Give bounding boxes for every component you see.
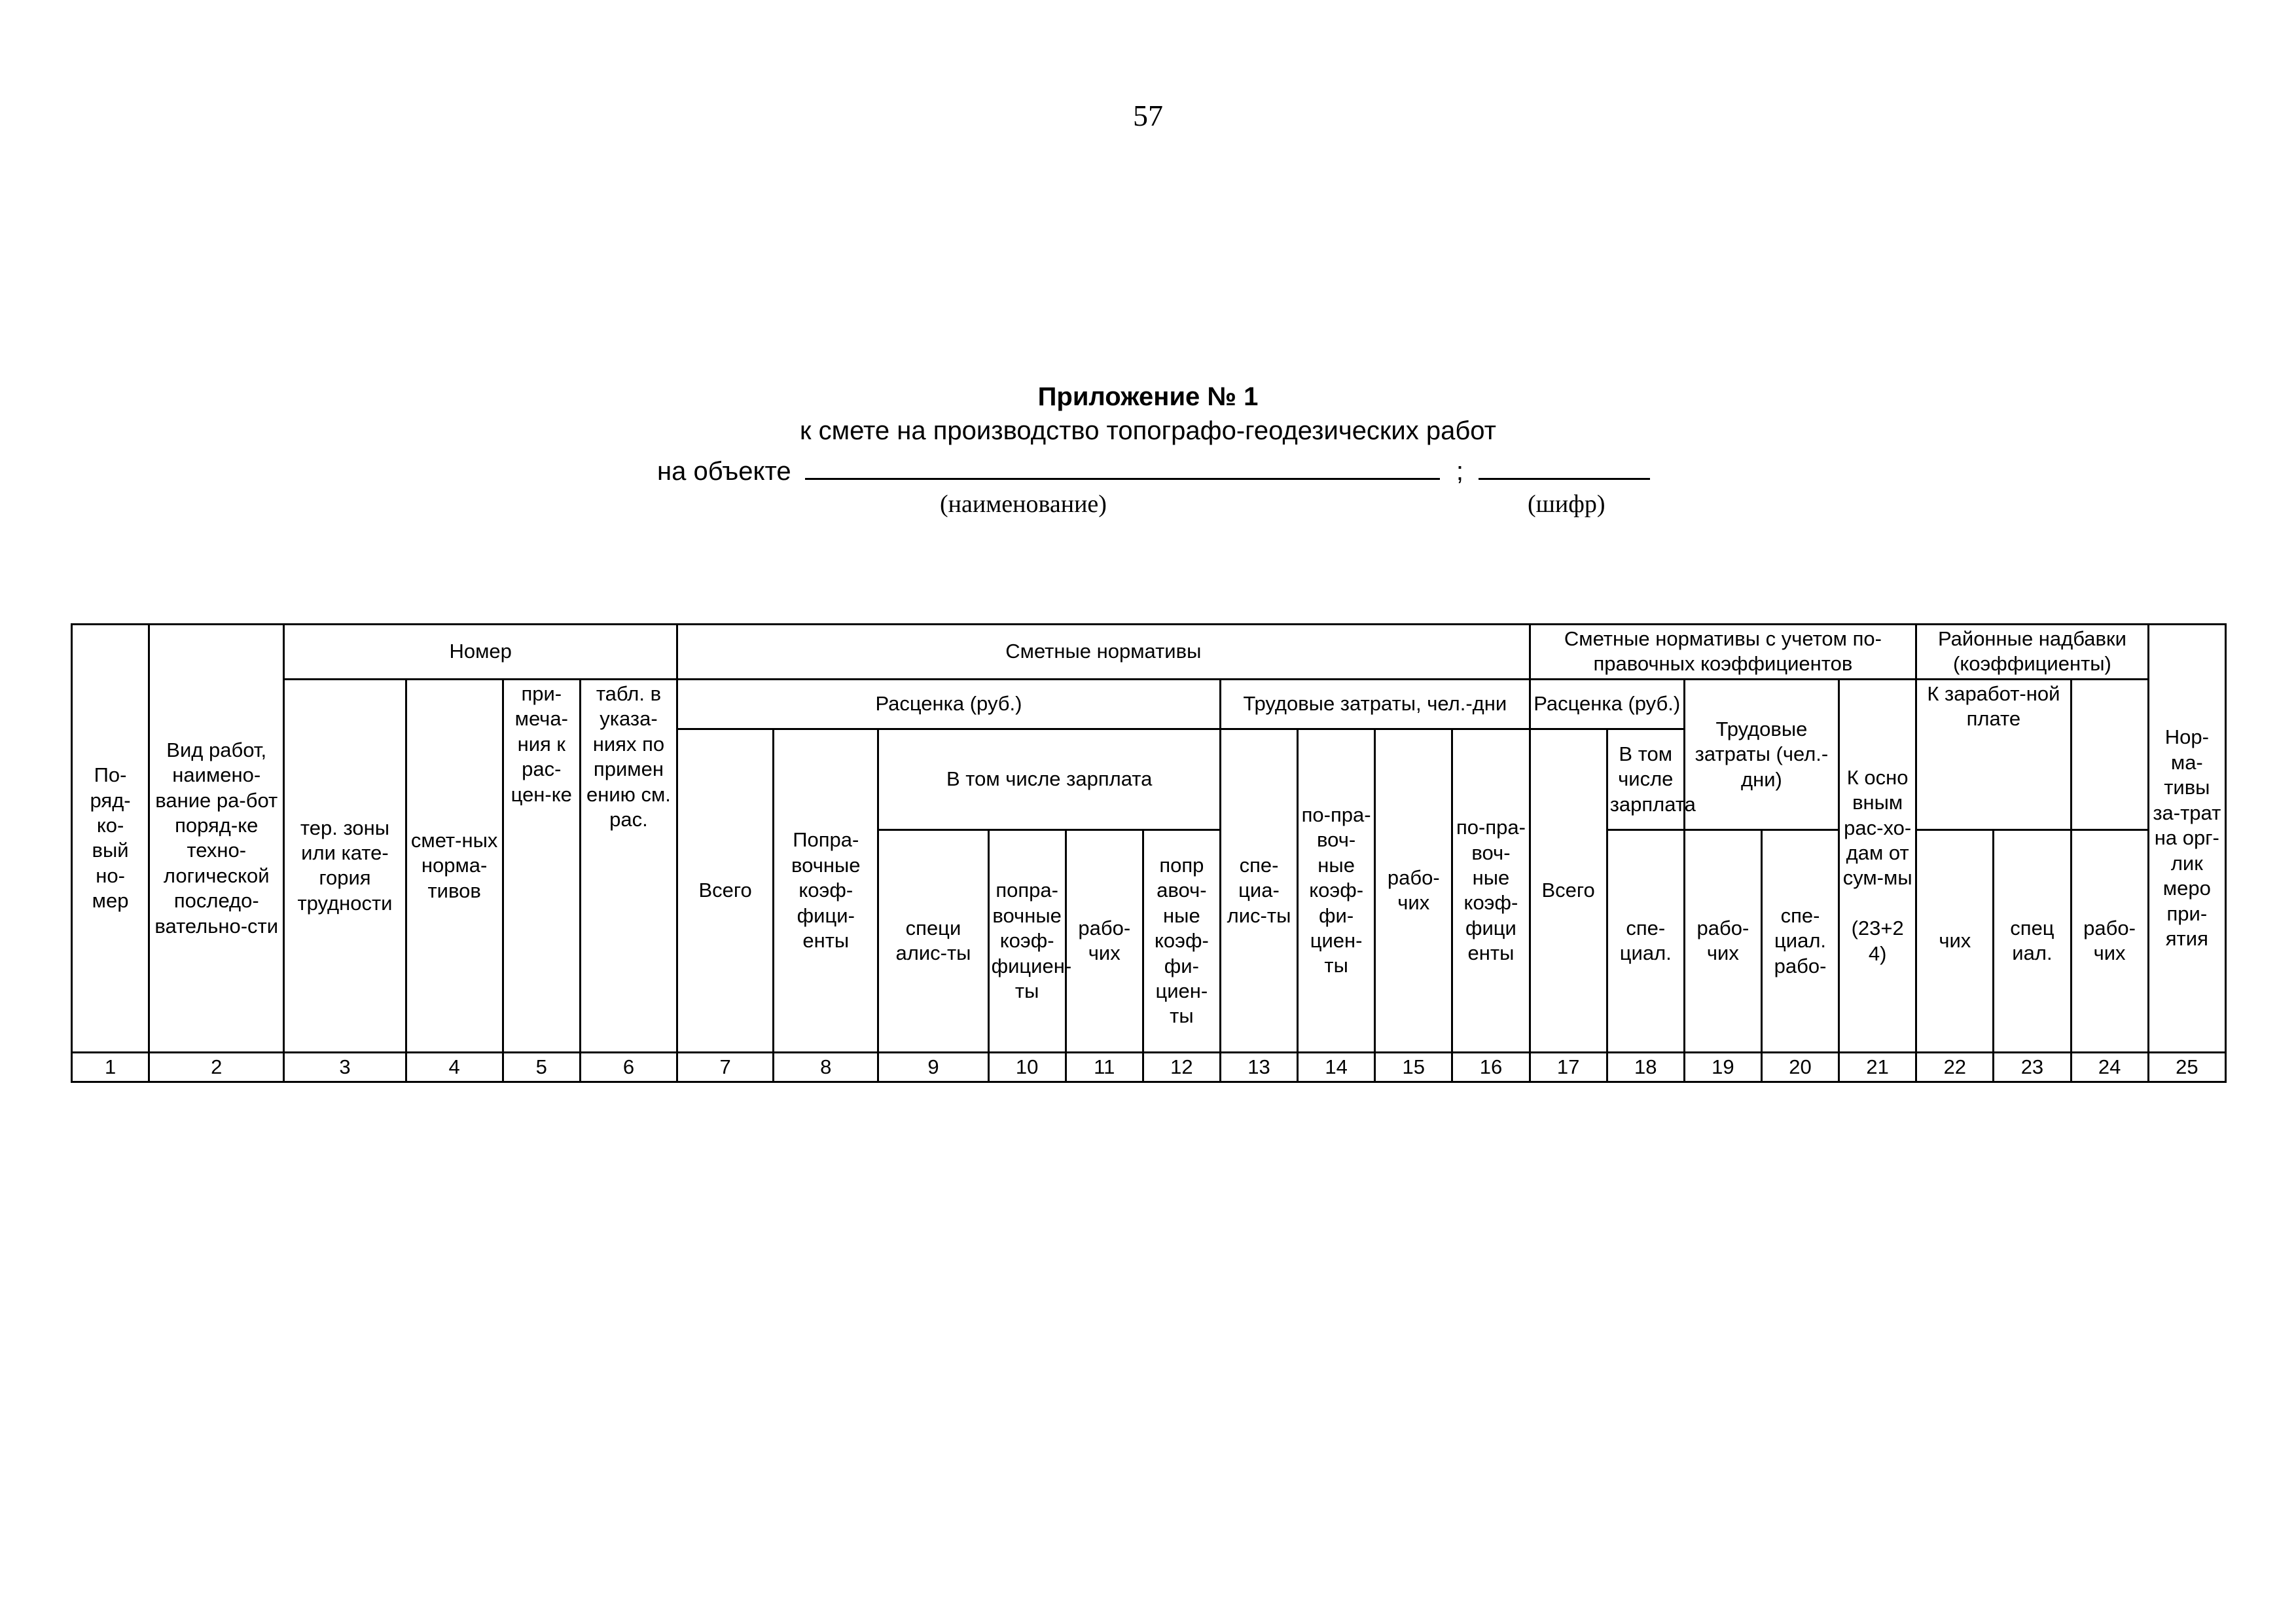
column-number: 21	[1839, 1052, 1916, 1082]
col-15-header: рабо-чих	[1375, 729, 1452, 1052]
col-4-header: смет-ных норма-тивов	[406, 679, 503, 1052]
col-10-header: попра-вочные коэф-фициен-ты	[988, 830, 1066, 1052]
col-14-header: по-пра-воч-ные коэф-фи-циен-ты	[1298, 729, 1375, 1052]
column-number: 1	[72, 1052, 149, 1082]
header-row-2	[72, 679, 2226, 729]
object-line	[657, 453, 1650, 486]
col-20-header: спе-циал. рабо-	[1761, 830, 1839, 1052]
col-17-header: Всего	[1530, 729, 1607, 1052]
col-16-header: по-пра-воч-ные коэф-фици енты	[1452, 729, 1530, 1052]
column-number: 20	[1761, 1052, 1839, 1082]
col-24-header: рабо-чих	[2071, 830, 2148, 1052]
col-9-header: специ алис-ты	[878, 830, 988, 1052]
code-caption: (шифр)	[1528, 490, 1605, 518]
object-name-blank	[805, 453, 1440, 480]
trudovye-zatraty-2-header: Трудовые затраты (чел.-дни)	[1684, 679, 1839, 830]
col-23-header: спец иал.	[1994, 830, 2071, 1052]
col-18-header: спе-циал.	[1607, 830, 1684, 1052]
col-21-header: чих	[1916, 830, 1994, 1052]
rascenka-header: Расценка (руб.)	[677, 679, 1221, 729]
column-number: 18	[1607, 1052, 1684, 1082]
column-number: 8	[774, 1052, 878, 1082]
column-number: 11	[1066, 1052, 1143, 1082]
separator: ;	[1456, 457, 1463, 486]
rascenka-2-header: Расценка (руб.)	[1530, 679, 1684, 729]
column-number: 19	[1684, 1052, 1761, 1082]
col-5-header: при-меча-ния к рас-цен-ке	[503, 679, 580, 1052]
k-zarabotnoy-plate-header: К заработ-ной плате	[1916, 679, 2071, 830]
column-number: 23	[1994, 1052, 2071, 1082]
column-number: 2	[149, 1052, 284, 1082]
column-number: 3	[284, 1052, 406, 1082]
column-number: 12	[1143, 1052, 1220, 1082]
smetnye-normativy-header: Сметные нормативы	[677, 625, 1530, 680]
column-number: 10	[988, 1052, 1066, 1082]
column-number: 17	[1530, 1052, 1607, 1082]
smetnye-koef-header: Сметные нормативы с учетом по-правочных коэффициентов	[1530, 625, 1916, 680]
column-number: 14	[1298, 1052, 1375, 1082]
header-row-1	[72, 625, 2226, 680]
column-number: 16	[1452, 1052, 1530, 1082]
page-number: 57	[1133, 99, 1163, 132]
column-number: 9	[878, 1052, 988, 1082]
v-tom-chisle-zarplata-2-header: В том числе зарплата	[1607, 729, 1684, 830]
v-tom-chisle-zarplata-header: В том числе зарплата	[878, 729, 1221, 830]
col-13-header: спе-циа-лис-ты	[1220, 729, 1297, 1052]
trudovye-zatraty-header: Трудовые затраты, чел.-дни	[1220, 679, 1530, 729]
column-number: 5	[503, 1052, 580, 1082]
nomer-group-header: Номер	[284, 625, 677, 680]
col-1-header: По- ряд- ко- вый но- мер	[72, 625, 149, 1053]
column-numbers-row	[72, 1052, 2226, 1082]
column-number: 15	[1375, 1052, 1452, 1082]
col-7-header: Всего	[677, 729, 774, 1052]
col-25-header: Нор-ма-тивы за-трат на орг-лик меро при-ятия	[2148, 625, 2225, 1053]
col-19-header: рабо-чих	[1684, 830, 1761, 1052]
name-caption: (наименование)	[940, 490, 1107, 518]
col-12-header: попр авоч-ные коэф-фи-циен-ты	[1143, 830, 1220, 1052]
col-22-header: К осно вным рас-хо-дам от сум-мы (23+2 4)	[1839, 679, 1916, 1052]
column-number: 6	[580, 1052, 677, 1082]
column-number: 25	[2148, 1052, 2225, 1082]
appendix-title: Приложение № 1	[1037, 382, 1259, 411]
col-2-header: Вид работ, наимено-вание ра-бот поряд-ке техно-логической последо-вательно-сти	[149, 625, 284, 1053]
column-number: 24	[2071, 1052, 2148, 1082]
estimate-table	[71, 623, 2227, 1083]
column-number: 7	[677, 1052, 774, 1082]
column-number: 13	[1220, 1052, 1297, 1082]
appendix-subtitle: к смете на производство топографо-геодезических работ	[800, 416, 1496, 445]
column-number: 22	[1916, 1052, 1994, 1082]
col-6-header: табл. в указа-ниях по примен ению см. рас.	[580, 679, 677, 1052]
rayonnye-nadbavki-header: Районные надбавки (коэффициенты)	[1916, 625, 2148, 680]
col-3-header: тер. зоны или кате-гория трудности	[284, 679, 406, 1052]
object-code-blank	[1479, 453, 1650, 480]
col-8-header: Попра-вочные коэф-фици-енты	[774, 729, 878, 1052]
col-11-header: рабо-чих	[1066, 830, 1143, 1052]
object-label: на объекте	[657, 457, 791, 486]
column-number: 4	[406, 1052, 503, 1082]
